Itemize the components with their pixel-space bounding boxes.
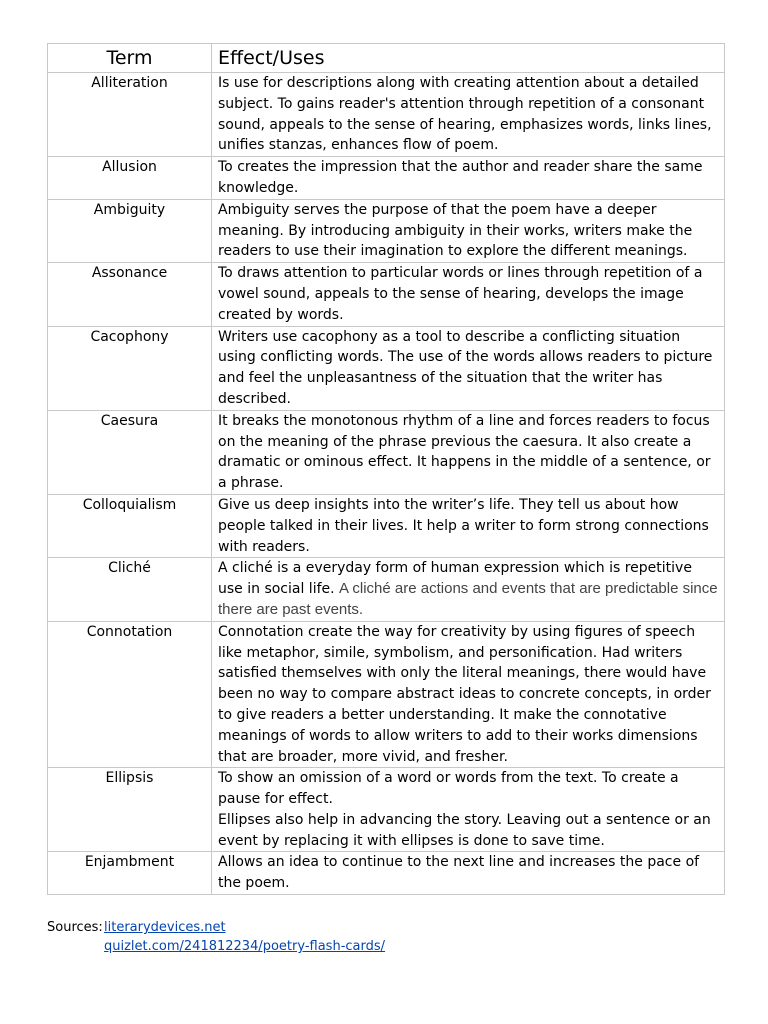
term-cell: Cacophony [48, 326, 212, 410]
table-row [48, 326, 725, 410]
source-link-literarydevices[interactable]: literarydevices.net [104, 920, 226, 935]
term-cell: Connotation [48, 621, 212, 768]
effect-cell: To draws attention to particular words or lines through repetition of a vowel sound, appeals to the sense of hearing, develops the image created by words. [212, 263, 725, 326]
effect-cell: Give us deep insights into the writer’s life. They tell us about how people talked in their lives. It help a writer to form strong connections with readers. [212, 494, 725, 557]
term-cell: Ambiguity [48, 199, 212, 262]
effect-cell: To creates the impression that the author and reader share the same knowledge. [212, 157, 725, 200]
effect-text: A cliché is a everyday form of human expression which is repetitive use in social life. [218, 560, 692, 598]
effect-cell: Writers use cacophony as a tool to describe a conflicting situation using conflicting words. The use of the words allows readers to picture and feel the unpleasantness of the situation that the writer has described. [212, 326, 725, 410]
term-cell: Assonance [48, 263, 212, 326]
table-header-row [48, 44, 725, 73]
effect-cell: Ambiguity serves the purpose of that the poem have a deeper meaning. By introducing ambiguity in their works, writers make the readers to use their imagination to explore the different meanings. [212, 199, 725, 262]
table-row [48, 494, 725, 557]
sources-line-2 [47, 937, 385, 956]
effect-cell: It breaks the monotonous rhythm of a line and forces readers to focus on the meaning of the phrase previous the caesura. It also create a dramatic or ominous effect. It happens in the middle of a sentence, or a phrase. [212, 410, 725, 494]
sources-label: Sources: [47, 920, 103, 935]
term-cell: Caesura [48, 410, 212, 494]
term-cell: Colloquialism [48, 494, 212, 557]
header-term: Term [48, 44, 212, 73]
literary-terms-table [47, 43, 725, 895]
header-effect-uses: Effect/Uses [212, 44, 725, 73]
effect-text: To show an omission of a word or words from the text. To create a pause for effect. [218, 770, 679, 808]
effect-cell: Is use for descriptions along with creating attention about a detailed subject. To gains reader's attention through repetition of a consonant sound, appeals to the sense of hearing, emphasizes words, links lines, unifies stanzas, enhances flow of poem. [212, 73, 725, 157]
table-row [48, 73, 725, 157]
table-row [48, 558, 725, 621]
term-cell: Allusion [48, 157, 212, 200]
table-row [48, 157, 725, 200]
sources-block [47, 918, 385, 956]
effect-cell: Allows an idea to continue to the next line and increases the pace of the poem. [212, 852, 725, 895]
table-row [48, 263, 725, 326]
effect-text-extra: A cliché are actions and events that are predictable since there are past events. [218, 580, 718, 618]
table-row [48, 410, 725, 494]
term-cell: Alliteration [48, 73, 212, 157]
term-cell: Ellipsis [48, 768, 212, 852]
effect-cell: Connotation create the way for creativity by using figures of speech like metaphor, simile, symbolism, and personification. Had writers satisfied themselves with only the literal meanings, there would have been no way to compare abstract ideas to concrete concepts, in order to give readers a better understanding. It make the connotative meanings of words to allow writers to add to their works dimensions that are broader, more vivid, and fresher. [212, 621, 725, 768]
table-row [48, 199, 725, 262]
table-row [48, 621, 725, 768]
table-row [48, 852, 725, 895]
term-cell: Enjambment [48, 852, 212, 895]
sources-line-1 [47, 918, 385, 937]
source-link-quizlet[interactable]: quizlet.com/241812234/poetry-flash-cards/ [104, 939, 386, 954]
table-row [48, 768, 725, 852]
term-cell: Cliché [48, 558, 212, 621]
effect-cell [212, 558, 725, 621]
effect-cell [212, 768, 725, 852]
effect-text-line2: Ellipses also help in advancing the story. Leaving out a sentence or an event by replacing it with ellipses is done to save time. [218, 811, 711, 849]
